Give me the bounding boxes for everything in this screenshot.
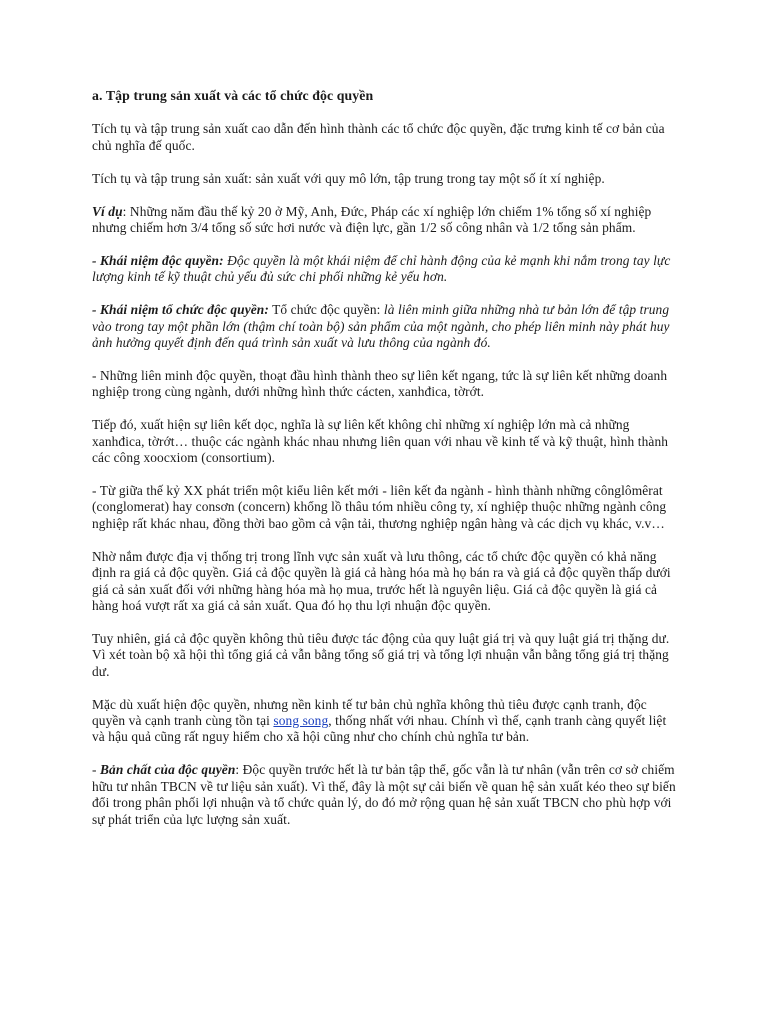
paragraph-vertical-alliances: Tiếp đó, xuất hiện sự liên kết dọc, nghĩa là sự liên kết không chỉ những xí nghiệp lớn mà cả những xanhđica, tờrớt… thuộc các ngành khác nhau nhưng liên quan với nhau về kinh tế và kỹ thuật, hình thành các công xoocxiom (consortium). xyxy=(92,417,669,466)
monopoly-org-lead: Tổ chức độc quyền: xyxy=(268,302,384,318)
paragraph-monopoly-concept xyxy=(92,253,682,286)
competition-text-before: Mặc dù xuất hiện độc quyền, nhưng nền kinh tế tư bản chủ nghĩa không thủ tiêu được cạnh tranh, độc quyền và cạnh tranh cùng tồn tại xyxy=(92,696,647,728)
paragraph-monopoly-nature xyxy=(92,762,682,828)
monopoly-nature-label: Bản chất của độc quyền xyxy=(100,762,236,778)
section-heading: a. Tập trung sản xuất và các tổ chức độc quyền xyxy=(92,88,374,103)
song-song-link[interactable]: song song xyxy=(273,712,329,728)
monopoly-nature-text: : Độc quyền trước hết là tư bản tập thể, gốc vẫn là tư nhân (vẫn trên cơ sở chiếm hữu tư nhân TBCN về tư liệu sản xuất). Vì thế, đây là một sự cải biến về quan hệ sản xuất kéo theo sự biến đổi trong phân phối lợi nhuận và tổ chức quản lý, do đó mở rộng quan hệ sản xuất TBCN cho phù hợp với sự phát triển của lực lượng sản xuất. xyxy=(92,762,676,827)
paragraph-definition-concentration: Tích tụ và tập trung sản xuất: sản xuất với quy mô lớn, tập trung trong tay một số ít xí nghiệp. xyxy=(92,170,605,186)
monopoly-concept-label: - Khái niệm độc quyền: xyxy=(92,252,224,268)
example-label: Ví dụ xyxy=(92,203,123,219)
monopoly-concept-text: Độc quyền là một khái niệm để chỉ hành động của kẻ mạnh khi nắm trong tay lực lượng kinh tế kỹ thuật chủ yếu đủ sức chi phối những kẻ yếu hơn. xyxy=(92,252,671,285)
paragraph-intro: Tích tụ và tập trung sản xuất cao dẫn đến hình thành các tổ chức độc quyền, đặc trưng kinh tế cơ bản của chủ nghĩa đế quốc. xyxy=(92,121,665,153)
paragraph-conglomerates: - Từ giữa thế kỷ XX phát triển một kiểu liên kết mới - liên kết đa ngành - hình thành những cônglômêrat (conglomerat) hay consơn (concern) khổng lồ thâu tóm nhiều công ty, xí nghiệp thuộc những ngành công nghiệp rất khác nhau, đồng thời bao gồm cả vận tải, thương nghiệp ngân hàng và các dịch vụ khác, v.v… xyxy=(92,483,667,531)
paragraph-horizontal-alliances: - Những liên minh độc quyền, thoạt đầu hình thành theo sự liên kết ngang, tức là sự liên kết những doanh nghiệp trong cùng ngành, dưới những hình thức cácten, xanhđica, tờrớt. xyxy=(92,367,668,400)
monopoly-org-label: - Khái niệm tổ chức độc quyền: xyxy=(92,302,269,318)
paragraph-example xyxy=(92,204,682,237)
paragraph-value-law: Tuy nhiên, giá cả độc quyền không thủ tiêu được tác động của quy luật giá trị và quy luật giá trị thặng dư. Vì xét toàn bộ xã hội thì tổng giá cả vẫn bằng tổng số giá trị và tổng lợi nhuận vẫn bằng tổng giá trị thặng dư. xyxy=(92,630,670,679)
monopoly-org-text: là liên minh giữa những nhà tư bản lớn để tập trung vào trong tay một phần lớn (thậm chí toàn bộ) sản phẩm của một ngành, cho phép liên minh này phát huy ảnh hưởng quyết định đến quá trình sản xuất và lưu thông của ngành đó. xyxy=(92,302,670,351)
example-text: : Những năm đầu thế kỷ 20 ở Mỹ, Anh, Đức, Pháp các xí nghiệp lớn chiếm 1% tổng số xí nghiệp nhưng chiếm hơn 3/4 tổng số sức hơi nước và điện lực, gần 1/2 số công nhân và 1/2 tổng sản phẩm. xyxy=(92,203,652,236)
paragraph-monopoly-prices: Nhờ nắm được địa vị thống trị trong lĩnh vực sản xuất và lưu thông, các tổ chức độc quyền có khả năng định ra giá cả độc quyền. Giá cả độc quyền là giá cả hàng hóa mà họ bán ra và giá cả độc quyền thấp dưới giá cả sản xuất đối với những hàng hóa mà họ mua, trước hết là nguyên liệu. Giá cả độc quyền là giá cả hàng hoá vượt rất xa giá cả sản xuất. Qua đó họ thu lợi nhuận độc quyền. xyxy=(92,548,671,613)
paragraph-competition xyxy=(92,697,682,746)
monopoly-nature-dash: - xyxy=(92,762,101,778)
competition-text-after: , thống nhất với nhau. Chính vì thế, cạnh tranh càng quyết liệt và hậu quả cũng rất nguy hiểm cho xã hội cũng như cho chính chủ nghĩa tư bản. xyxy=(92,712,667,745)
document-page xyxy=(92,88,682,844)
paragraph-monopoly-organization xyxy=(92,302,682,351)
